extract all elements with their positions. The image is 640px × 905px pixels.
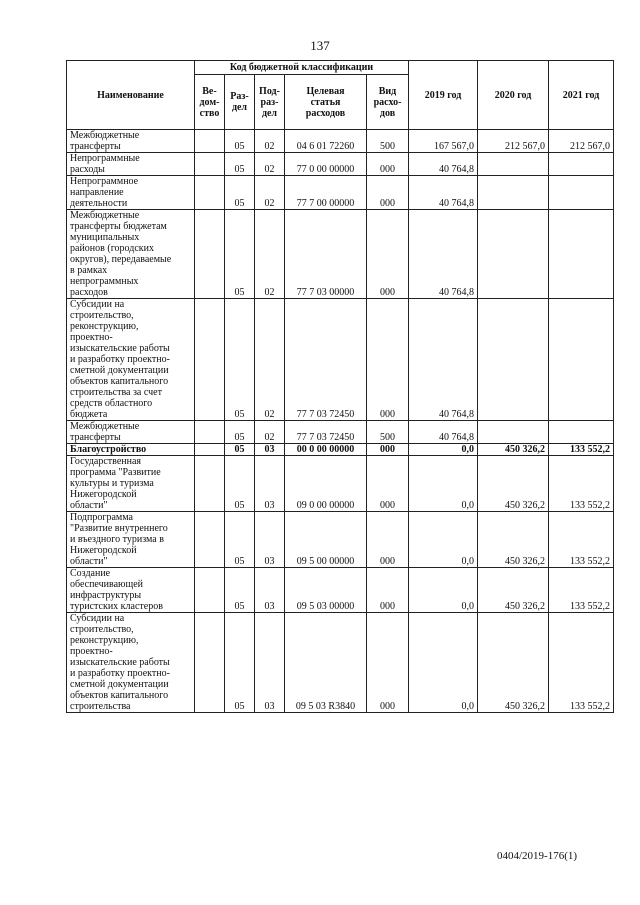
row-value-2019: 0,0 [409, 568, 478, 613]
row-vedomstvo [195, 421, 225, 444]
row-podrazdel: 03 [255, 613, 285, 713]
row-razdel: 05 [225, 444, 255, 456]
row-razdel: 05 [225, 456, 255, 512]
row-target-code: 09 5 03 R3840 [285, 613, 367, 713]
table-row [67, 210, 614, 299]
row-target-code: 09 5 00 00000 [285, 512, 367, 568]
row-vedomstvo [195, 512, 225, 568]
row-value-2019: 40 764,8 [409, 153, 478, 176]
row-value-2019: 40 764,8 [409, 210, 478, 299]
row-value-2020: 450 326,2 [478, 444, 549, 456]
row-target-code: 77 7 00 00000 [285, 176, 367, 210]
row-value-2021: 133 552,2 [549, 613, 614, 713]
document-code: 0404/2019-176(1) [497, 850, 578, 862]
row-value-2019: 0,0 [409, 512, 478, 568]
row-value-2020 [478, 176, 549, 210]
page-number: 137 [310, 38, 330, 53]
row-vedomstvo [195, 299, 225, 421]
row-razdel: 05 [225, 299, 255, 421]
table-row [67, 613, 614, 713]
row-vid: 000 [367, 299, 409, 421]
table-row [67, 512, 614, 568]
row-podrazdel: 03 [255, 512, 285, 568]
row-value-2020: 450 326,2 [478, 568, 549, 613]
row-value-2019: 167 567,0 [409, 130, 478, 153]
row-value-2020: 450 326,2 [478, 613, 549, 713]
row-razdel: 05 [225, 130, 255, 153]
col-vedomstvo-header: Ве- дом- ство [195, 75, 225, 130]
row-value-2021 [549, 153, 614, 176]
row-name: Благоустройство [67, 444, 195, 456]
row-value-2021: 212 567,0 [549, 130, 614, 153]
table-row [67, 568, 614, 613]
row-vid: 000 [367, 444, 409, 456]
row-razdel: 05 [225, 421, 255, 444]
row-podrazdel: 02 [255, 153, 285, 176]
col-podrazdel-header: Под- раз- дел [255, 75, 285, 130]
table-row [67, 130, 614, 153]
col-name-header: Наименование [67, 61, 195, 130]
row-razdel: 05 [225, 176, 255, 210]
row-vid: 000 [367, 568, 409, 613]
row-value-2020: 212 567,0 [478, 130, 549, 153]
table-row [67, 421, 614, 444]
col-vid-header: Вид расхо- дов [367, 75, 409, 130]
row-target-code: 09 5 03 00000 [285, 568, 367, 613]
row-vid: 000 [367, 153, 409, 176]
row-vid: 000 [367, 512, 409, 568]
row-value-2019: 40 764,8 [409, 176, 478, 210]
row-vid: 000 [367, 613, 409, 713]
row-vid: 500 [367, 421, 409, 444]
row-name: Субсидии на строительство, реконструкцию, проектно- изыскательские работы и разработку проектно- сметной документации объектов капитального строительства [67, 613, 195, 713]
row-podrazdel: 02 [255, 210, 285, 299]
row-value-2020 [478, 421, 549, 444]
row-value-2021: 133 552,2 [549, 456, 614, 512]
classification-group-header: Код бюджетной классификации [195, 61, 409, 75]
row-value-2020: 450 326,2 [478, 456, 549, 512]
row-value-2019: 0,0 [409, 444, 478, 456]
row-podrazdel: 02 [255, 176, 285, 210]
row-vedomstvo [195, 176, 225, 210]
table-row [67, 299, 614, 421]
row-vedomstvo [195, 568, 225, 613]
row-vid: 500 [367, 130, 409, 153]
row-name: Межбюджетные трансферты бюджетам муниципальных районов (городских округов), передаваемые в рамках непрограммных расходов [67, 210, 195, 299]
table-header [67, 61, 614, 130]
row-target-code: 77 7 03 00000 [285, 210, 367, 299]
row-podrazdel: 03 [255, 568, 285, 613]
row-vedomstvo [195, 210, 225, 299]
col-target-header: Целевая статья расходов [285, 75, 367, 130]
row-target-code: 00 0 00 00000 [285, 444, 367, 456]
row-value-2020 [478, 210, 549, 299]
col-2019-header: 2019 год [409, 61, 478, 130]
row-value-2020: 450 326,2 [478, 512, 549, 568]
row-value-2020 [478, 153, 549, 176]
row-vedomstvo [195, 153, 225, 176]
row-podrazdel: 03 [255, 456, 285, 512]
row-vedomstvo [195, 456, 225, 512]
row-name: Непрограммное направление деятельности [67, 176, 195, 210]
row-razdel: 05 [225, 512, 255, 568]
col-2020-header: 2020 год [478, 61, 549, 130]
row-vid: 000 [367, 210, 409, 299]
row-value-2021 [549, 176, 614, 210]
row-value-2019: 40 764,8 [409, 421, 478, 444]
row-value-2020 [478, 299, 549, 421]
row-name: Подпрограмма "Развитие внутреннего и въездного туризма в Нижегородской области" [67, 512, 195, 568]
row-name: Межбюджетные трансферты [67, 130, 195, 153]
row-name: Межбюджетные трансферты [67, 421, 195, 444]
row-value-2019: 0,0 [409, 456, 478, 512]
row-value-2019: 0,0 [409, 613, 478, 713]
row-podrazdel: 02 [255, 130, 285, 153]
row-value-2021 [549, 210, 614, 299]
row-razdel: 05 [225, 613, 255, 713]
table-body [67, 130, 614, 713]
row-value-2021: 133 552,2 [549, 512, 614, 568]
col-2021-header: 2021 год [549, 61, 614, 130]
row-value-2019: 40 764,8 [409, 299, 478, 421]
budget-table [66, 60, 614, 713]
row-podrazdel: 03 [255, 444, 285, 456]
row-razdel: 05 [225, 153, 255, 176]
row-name: Государственная программа "Развитие культуры и туризма Нижегородской области" [67, 456, 195, 512]
row-target-code: 77 7 03 72450 [285, 421, 367, 444]
row-vedomstvo [195, 613, 225, 713]
row-value-2021 [549, 421, 614, 444]
row-razdel: 05 [225, 568, 255, 613]
row-vid: 000 [367, 176, 409, 210]
row-name: Субсидии на строительство, реконструкцию, проектно- изыскательские работы и разработку проектно- сметной документации объектов капитального строительства за счет средств областного бюджета [67, 299, 195, 421]
table-row [67, 153, 614, 176]
table-row [67, 176, 614, 210]
row-vedomstvo [195, 130, 225, 153]
row-vid: 000 [367, 456, 409, 512]
row-target-code: 77 7 03 72450 [285, 299, 367, 421]
row-razdel: 05 [225, 210, 255, 299]
row-name: Непрограммные расходы [67, 153, 195, 176]
row-value-2021: 133 552,2 [549, 568, 614, 613]
row-vedomstvo [195, 444, 225, 456]
table-row [67, 444, 614, 456]
row-target-code: 09 0 00 00000 [285, 456, 367, 512]
row-target-code: 04 6 01 72260 [285, 130, 367, 153]
row-value-2021: 133 552,2 [549, 444, 614, 456]
row-target-code: 77 0 00 00000 [285, 153, 367, 176]
row-podrazdel: 02 [255, 299, 285, 421]
col-razdel-header: Раз- дел [225, 75, 255, 130]
row-podrazdel: 02 [255, 421, 285, 444]
table-row [67, 456, 614, 512]
row-name: Создание обеспечивающей инфраструктуры туристских кластеров [67, 568, 195, 613]
row-value-2021 [549, 299, 614, 421]
